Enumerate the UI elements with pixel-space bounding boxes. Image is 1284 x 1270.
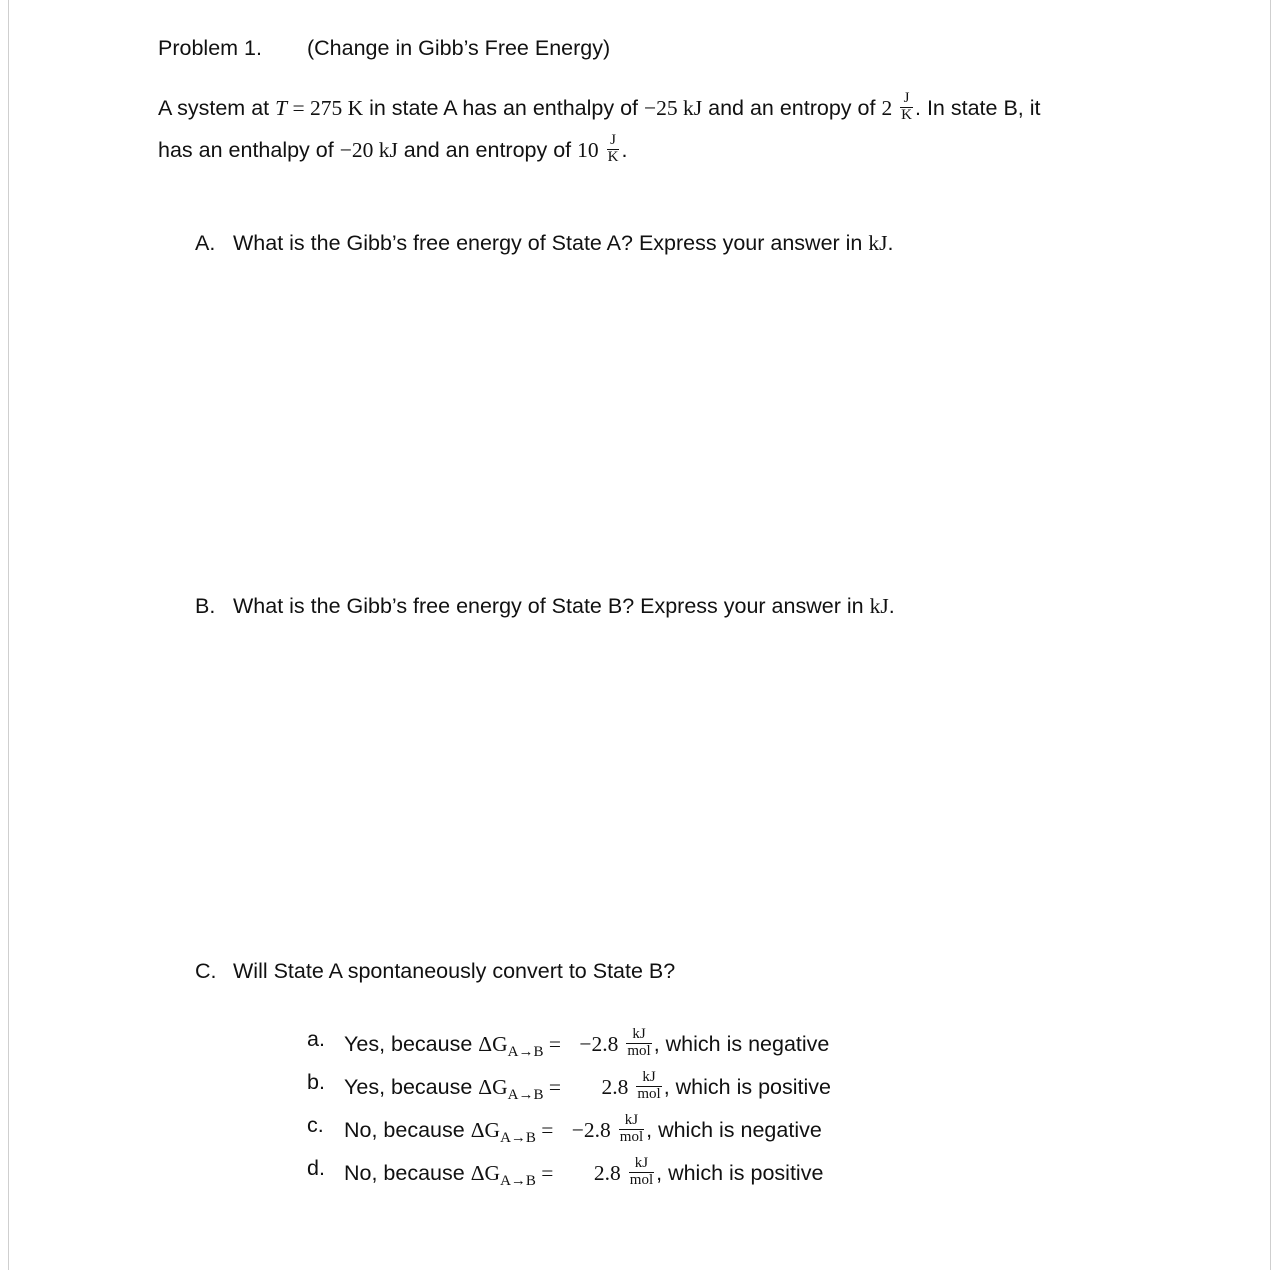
problem-title: (Change in Gibb’s Free Energy): [307, 36, 611, 60]
delta-subscript: A→B: [500, 1172, 536, 1189]
delta-g: ΔG: [470, 1160, 501, 1185]
unit-numerator: kJ: [636, 1070, 661, 1087]
entropy-unit-b: [607, 133, 620, 166]
option-suffix: , which is positive: [656, 1160, 824, 1185]
intro-text: in state A has an enthalpy of: [363, 95, 645, 120]
delta-g: ΔG: [470, 1117, 501, 1142]
intro-text: .: [621, 137, 628, 162]
option-unit: [636, 1070, 661, 1103]
option-d: [344, 1155, 824, 1191]
problem-number: Problem 1.: [158, 36, 262, 60]
option-text: Yes, because: [344, 1074, 479, 1099]
delta-subscript: A→B: [507, 1086, 544, 1103]
delta-g: ΔG: [478, 1074, 508, 1099]
enthalpy-a: −25 kJ: [644, 95, 703, 120]
delta-subscript: A→B: [500, 1129, 536, 1146]
equals-sign: =: [543, 1074, 567, 1099]
intro-text: and an entropy of: [397, 137, 578, 162]
option-text: No, because: [344, 1117, 471, 1142]
intro-text: has an enthalpy of: [158, 137, 340, 162]
question-a-text: What is the Gibb’s free energy of State A? Express your answer in: [233, 231, 869, 255]
option-value: −2.8: [571, 1117, 611, 1142]
equals-sign: =: [535, 1117, 559, 1142]
option-text: No, because: [344, 1160, 471, 1185]
question-b-text: What is the Gibb’s free energy of State B? Express your answer in: [233, 594, 870, 618]
intro-line-1: [158, 90, 1041, 126]
page-edge-right: [1270, 0, 1271, 1270]
intro-text: . In state B, it: [915, 95, 1041, 120]
question-b-unit: kJ: [869, 594, 889, 618]
intro-text: and an entropy of: [702, 95, 882, 120]
option-a: [344, 1026, 830, 1062]
option-c: [344, 1112, 822, 1148]
question-b-letter: B.: [195, 594, 216, 618]
option-unit: [626, 1027, 651, 1060]
option-a-letter: a.: [307, 1027, 325, 1051]
entropy-unit-a: [900, 91, 913, 124]
intro-line-2: [158, 132, 628, 168]
temperature-value: = 275 K: [287, 95, 364, 120]
question-a: [233, 233, 893, 255]
unit-denominator: K: [607, 148, 619, 165]
option-unit: [629, 1156, 654, 1189]
question-a-end: .: [887, 231, 894, 255]
unit-denominator: mol: [627, 1042, 651, 1059]
option-value: −2.8: [579, 1031, 619, 1056]
question-a-letter: A.: [195, 231, 216, 255]
temperature-variable: T: [275, 95, 288, 120]
unit-numerator: kJ: [626, 1027, 651, 1044]
delta-g: ΔG: [478, 1031, 508, 1056]
unit-denominator: mol: [629, 1171, 654, 1188]
unit-denominator: mol: [619, 1128, 644, 1145]
option-unit: [619, 1113, 644, 1146]
option-b: [344, 1069, 831, 1105]
unit-denominator: K: [901, 106, 913, 123]
option-b-letter: b.: [307, 1070, 325, 1094]
unit-numerator: kJ: [629, 1156, 654, 1173]
intro-text: A system at: [158, 95, 276, 120]
question-b-end: .: [888, 594, 895, 618]
delta-subscript: A→B: [507, 1043, 544, 1060]
option-text: Yes, because: [344, 1031, 479, 1056]
page-edge-left: [8, 0, 9, 1270]
option-suffix: , which is positive: [663, 1074, 831, 1099]
question-c-letter: C.: [195, 959, 217, 983]
unit-numerator: J: [607, 133, 620, 150]
option-suffix: , which is negative: [653, 1031, 830, 1056]
unit-numerator: J: [900, 91, 913, 108]
option-suffix: , which is negative: [646, 1117, 822, 1142]
entropy-b: 10: [577, 137, 599, 162]
option-c-letter: c.: [307, 1113, 324, 1137]
enthalpy-b: −20 kJ: [339, 137, 398, 162]
question-c-text: Will State A spontaneously convert to State B?: [233, 959, 676, 983]
option-value: 2.8: [593, 1160, 621, 1185]
question-b: [233, 596, 895, 618]
equals-sign: =: [543, 1031, 567, 1056]
unit-numerator: kJ: [619, 1113, 644, 1130]
option-value: 2.8: [601, 1074, 629, 1099]
equals-sign: =: [535, 1160, 559, 1185]
option-d-letter: d.: [307, 1156, 325, 1180]
unit-denominator: mol: [637, 1085, 661, 1102]
entropy-a: 2: [881, 95, 893, 120]
question-a-unit: kJ: [868, 231, 888, 255]
